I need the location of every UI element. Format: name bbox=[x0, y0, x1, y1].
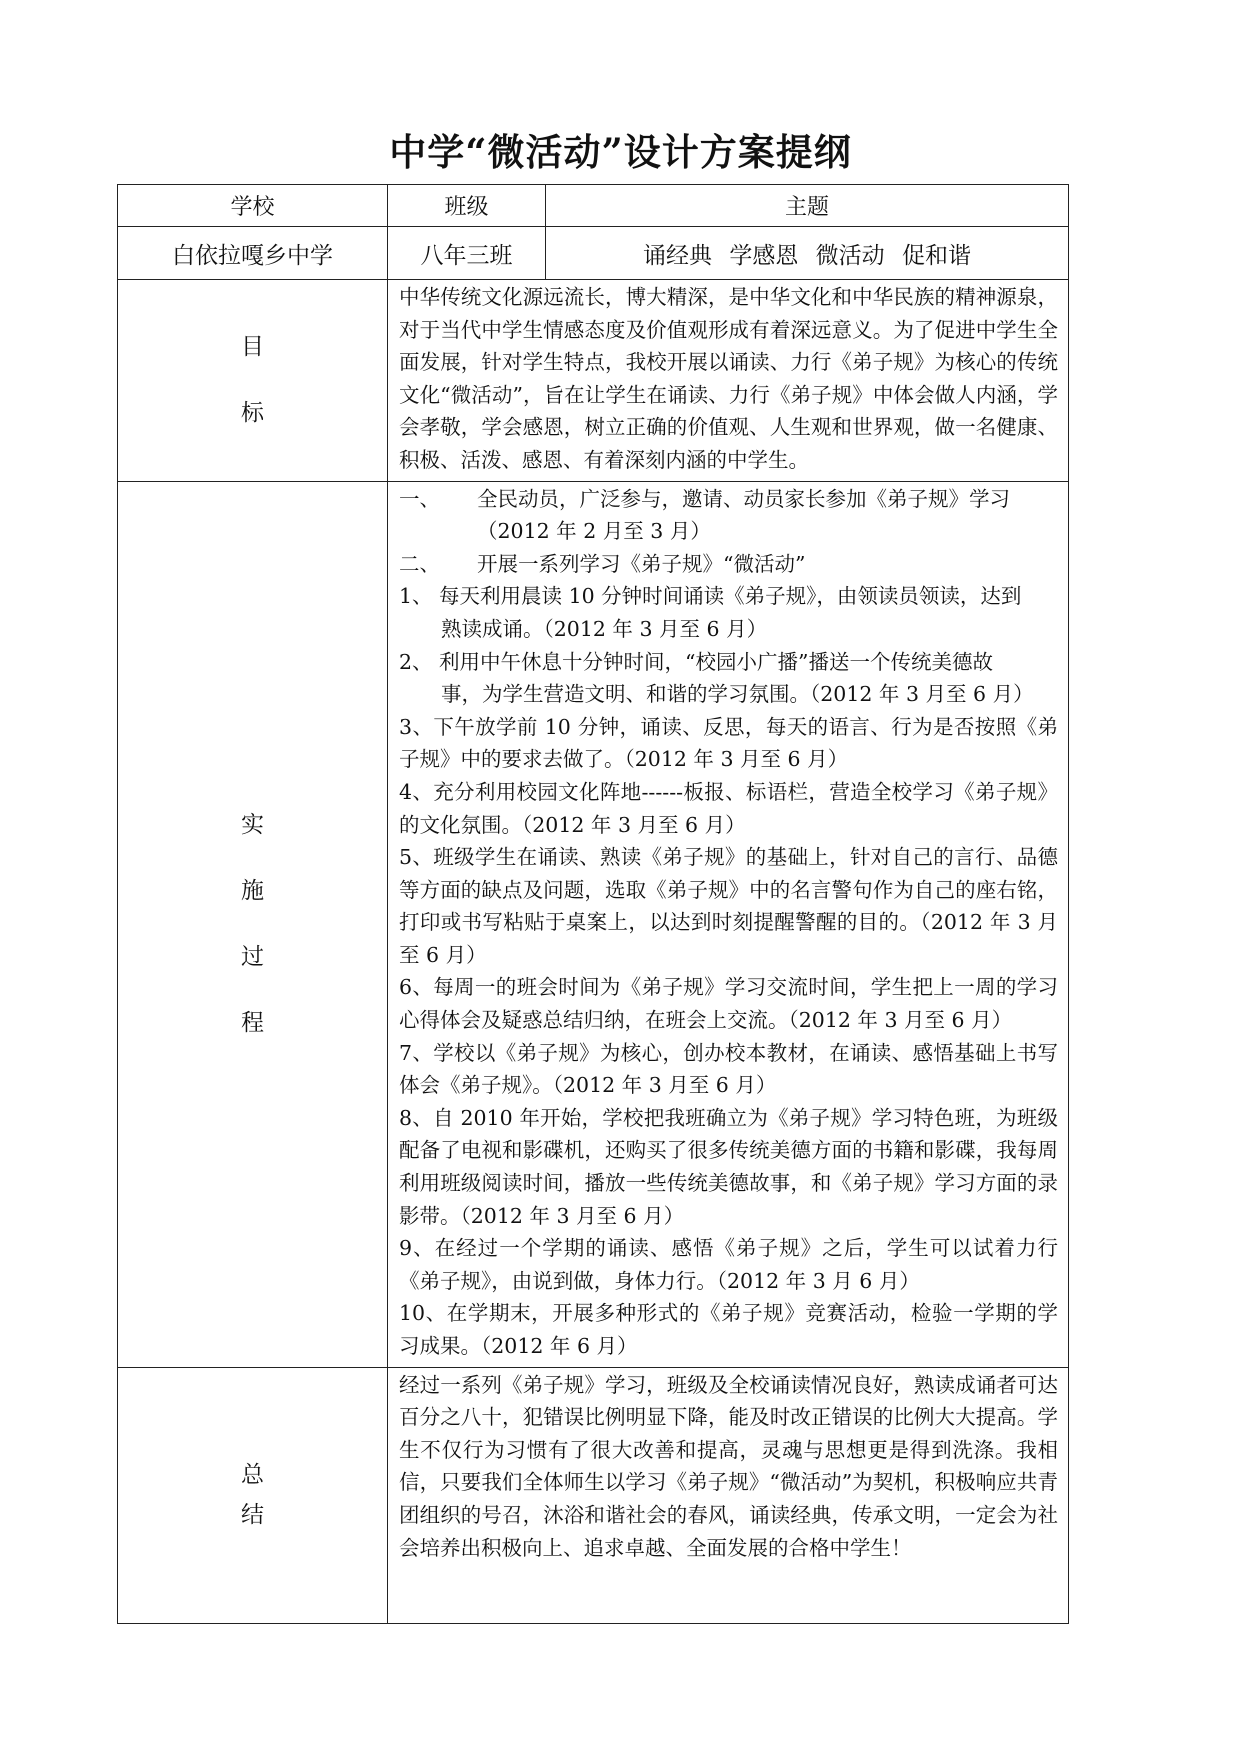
info-row bbox=[118, 227, 1069, 280]
header-theme: 主题 bbox=[546, 185, 1069, 227]
process-item-8: 8、自 2010 年开始，学校把我班确立为《弟子规》学习特色班，为班级配备了电视和影碟机，还购买了很多传统美德方面的书籍和影碟，我每周利用班级阅读时间，播放一些传统美德故事，和《弟子规》学习方面的录影带。（2012 年 3 月至 6 月） bbox=[399, 1105, 1058, 1228]
process-item-5: 5、班级学生在诵读、熟读《弟子规》的基础上，针对自己的言行、品德等方面的缺点及问题，选取《弟子规》中的名言警句作为自己的座右铭，打印或书写粘贴于桌案上，以达到时刻提醒警醒的目的。（2012 年 3 月至 6 月） bbox=[399, 845, 1058, 967]
header-class: 班级 bbox=[388, 185, 546, 227]
header-school: 学校 bbox=[118, 185, 388, 227]
process-item-9: 9、在经过一个学期的诵读、感悟《弟子规》之后，学生可以试着力行《弟子规》，由说到做，身体力行。（2012 年 3 月 6 月） bbox=[399, 1236, 1058, 1293]
goal-text: 中华传统文化源远流长，博大精深，是中华文化和中华民族的精神源泉，对于当代中学生情感态度及价值观形成有着深远意义。为了促进中学生全面发展，针对学生特点，我校开展以诵读、力行《弟子规》为核心的传统文化“微活动”，旨在让学生在诵读、力行《弟子规》中体会做人内涵，学会孝敬，学会感恩，树立正确的价值观、人生观和世界观，做一名健康、积极、活泼、感恩、有着深刻内涵的中学生。 bbox=[388, 280, 1069, 482]
school-name: 白依拉嘎乡中学 bbox=[118, 227, 388, 280]
summary-row bbox=[118, 1367, 1069, 1623]
plan-table bbox=[117, 184, 1079, 1624]
process-item-1-cont: 熟读成诵。（2012 年 3 月至 6 月） bbox=[441, 616, 768, 641]
process-item-2: 2、 利用中午休息十分钟时间，“校园小广播”播送一个传统美德故 bbox=[399, 649, 994, 674]
process-big-item-1: 一、 全民动员，广泛参与，邀请、动员家长参加《弟子规》学习 bbox=[399, 486, 1010, 511]
process-item-1: 1、 每天利用晨读 10 分钟时间诵读《弟子规》，由领读员领读，达到 bbox=[399, 584, 1022, 609]
process-big-item-1-cont: （2012 年 2 月至 3 月） bbox=[477, 519, 711, 544]
summary-label: 总 结 bbox=[118, 1367, 388, 1623]
process-item-2-cont: 事，为学生营造文明、和谐的学习氛围。（2012 年 3 月至 6 月） bbox=[441, 682, 1034, 707]
process-item-7: 7、学校以《弟子规》为核心，创办校本教材，在诵读、感悟基础上书写体会《弟子规》。（2012 年 3 月至 6 月） bbox=[399, 1040, 1058, 1098]
process-item-3: 3、下午放学前 10 分钟，诵读、反思，每天的语言、行为是否按照《弟 子规》中的要求去做了。（2012 年 3 月至 6 月） bbox=[399, 714, 1079, 772]
process-item-6: 6、每周一的班会时间为《弟子规》学习交流时间，学生把上一周的学习心得体会及疑惑总结归纳，在班会上交流。（2012 年 3 月至 6 月） bbox=[399, 975, 1058, 1033]
process-item-4: 4、充分利用校园文化阵地------板报、标语栏，营造全校学习《弟子规》的文化氛围。（2012 年 3 月至 6 月） bbox=[399, 779, 1058, 837]
process-row bbox=[118, 481, 1069, 1367]
process-big-item-2: 二、 开展一系列学习《弟子规》“微活动” bbox=[399, 551, 806, 576]
document-title: 中学“微活动”设计方案提纲 bbox=[389, 130, 852, 174]
goal-row bbox=[118, 280, 1069, 482]
process-text bbox=[388, 481, 1079, 1367]
class-name: 八年三班 bbox=[388, 227, 546, 280]
process-item-10: 10、在学期末，开展多种形式的《弟子规》竞赛活动，检验一学期的学习成果。（2012 年 6 月） bbox=[399, 1301, 1058, 1358]
theme-text: 诵经典 学感恩 微活动 促和谐 bbox=[546, 227, 1069, 280]
header-row bbox=[118, 185, 1069, 227]
summary-text: 经过一系列《弟子规》学习，班级及全校诵读情况良好，熟读成诵者可达百分之八十，犯错误比例明显下降，能及时改正错误的比例大大提高。学生不仅行为习惯有了很大改善和提高，灵魂与思想更是得到洗涤。我相信，只要我们全体师生以学习《弟子规》“微活动”为契机，积极响应共青团组织的号召，沐浴和谐社会的春风，诵读经典，传承文明，一定会为社会培养出积极向上、追求卓越、全面发展的合格中学生！ bbox=[388, 1367, 1069, 1623]
goal-label: 目 标 bbox=[118, 280, 388, 482]
process-label: 实 施 过 程 bbox=[118, 481, 388, 1367]
